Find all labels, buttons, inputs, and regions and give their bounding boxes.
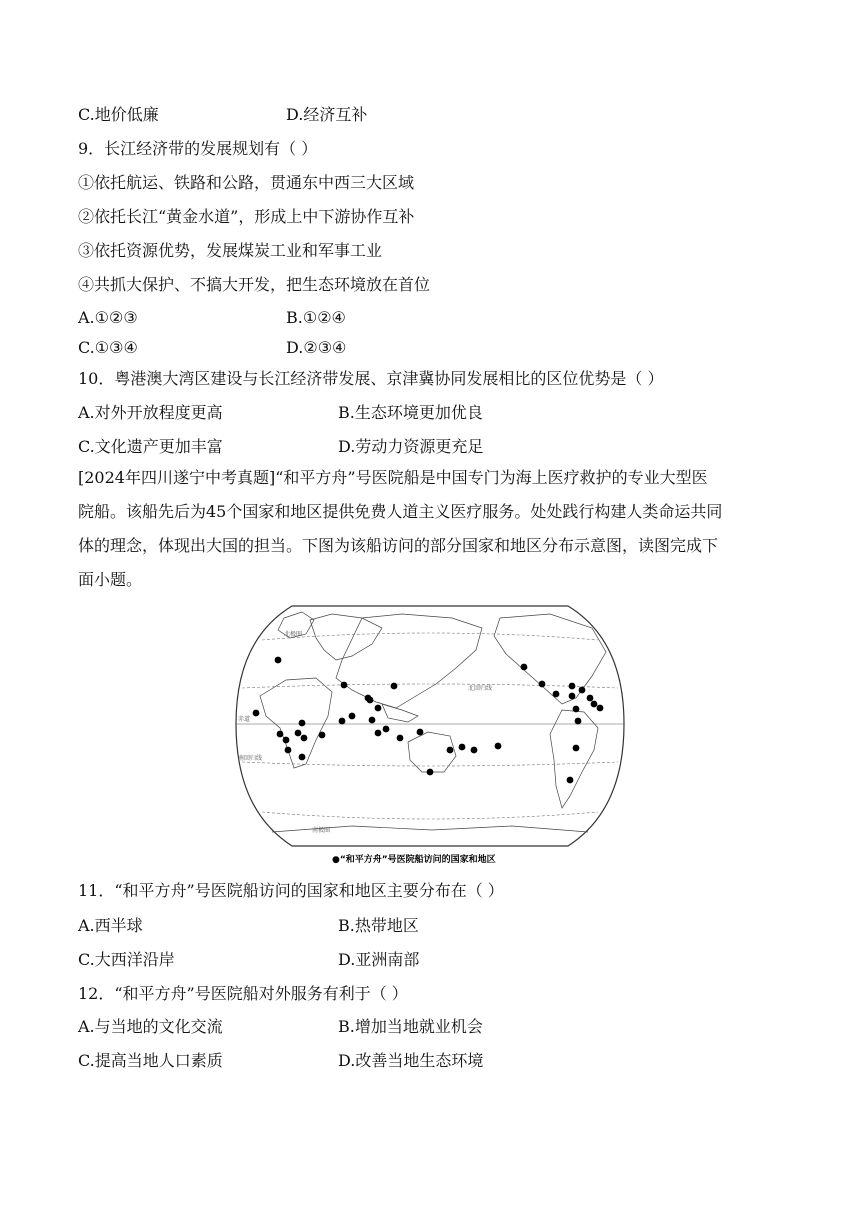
visited-point — [375, 730, 382, 737]
visited-point — [597, 705, 604, 712]
visited-point — [567, 777, 574, 784]
visited-point — [369, 717, 376, 724]
visited-point — [383, 726, 390, 733]
visited-point — [495, 743, 502, 750]
q10-option-d: D.劳动力资源更充足 — [338, 437, 484, 456]
q9-option-b: B.①②④ — [286, 308, 346, 327]
q10-option-c: C.文化遗产更加丰富 — [78, 437, 223, 456]
visited-point — [295, 730, 302, 737]
visited-point — [459, 744, 466, 751]
visited-point — [375, 705, 382, 712]
q9-item-2: ②依托长江“黄金水道”，形成上中下游协作互补 — [78, 207, 415, 226]
q11-option-d: D.亚洲南部 — [338, 950, 420, 969]
material-line-2: 院船。该船先后为45个国家和地区提供免费人道主义医疗服务。处处践行构建人类命运共同 — [78, 502, 723, 521]
label-tropic-of-cancer: 北回归线 — [468, 685, 493, 692]
visited-point — [539, 681, 546, 688]
q9-option-c: C.①③④ — [78, 338, 138, 357]
q12-option-d: D.改善当地生态环境 — [338, 1051, 484, 1070]
visited-point — [573, 706, 580, 713]
q10-stem: 10．粤港澳大湾区建设与长江经济带发展、京津冀协同发展相比的区位优势是（ ） — [78, 369, 664, 388]
q11-stem: 11．“和平方舟”号医院船访问的国家和地区主要分布在（ ） — [78, 881, 504, 900]
q9-option-d: D.②③④ — [286, 338, 347, 357]
visited-point — [253, 710, 260, 717]
visited-point — [471, 747, 478, 754]
material-line-1: [2024年四川遂宁中考真题]“和平方舟”号医院船是中国专门为海上医疗救护的专业大型医 — [78, 468, 708, 487]
q9-stem: 9．长江经济带的发展规划有（ ） — [78, 139, 318, 158]
visited-point — [447, 747, 454, 754]
visited-point — [285, 747, 292, 754]
map-legend: ●“和平方舟”号医院船访问的国家和地区 — [332, 855, 496, 865]
label-arctic-circle: 北极圈 — [284, 631, 303, 638]
visited-point — [569, 683, 576, 690]
visited-point — [319, 732, 326, 739]
label-equator: 赤道 — [238, 716, 251, 723]
visited-point — [591, 701, 598, 708]
visited-point — [427, 769, 434, 776]
q10-option-a: A.对外开放程度更高 — [78, 403, 223, 422]
q9-item-3: ③依托资源优势，发展煤炭工业和军事工业 — [78, 241, 383, 260]
q11-option-b: B.热带地区 — [338, 916, 419, 935]
visited-point — [579, 687, 586, 694]
visited-point — [391, 683, 398, 690]
q8-option-c: C.地价低廉 — [78, 105, 159, 124]
visited-point — [341, 682, 348, 689]
visited-point — [275, 657, 282, 664]
label-tropic-of-capricorn: 南回归线 — [238, 755, 263, 762]
visited-point — [417, 729, 424, 736]
visited-point — [277, 731, 284, 738]
visited-point — [349, 713, 356, 720]
q9-item-4: ④共抓大保护、不搞大开发，把生态环境放在首位 — [78, 275, 431, 294]
material-paragraph — [78, 461, 788, 597]
world-map-svg — [232, 600, 628, 868]
visited-point — [587, 695, 594, 702]
visited-point — [569, 693, 576, 700]
visited-point — [521, 664, 528, 671]
visited-point — [573, 745, 580, 752]
visited-point — [397, 735, 404, 742]
visited-point — [301, 735, 308, 742]
visited-point — [365, 695, 372, 702]
q8-option-d: D.经济互补 — [286, 105, 368, 124]
q12-option-a: A.与当地的文化交流 — [78, 1017, 223, 1036]
material-line-3: 体的理念，体现出大国的担当。下图为该船访问的部分国家和地区分布示意图，读图完成下 — [78, 536, 719, 555]
q9-item-1: ①依托航运、铁路和公路，贯通东中西三大区域 — [78, 173, 415, 192]
world-map-figure — [232, 600, 628, 868]
q11-option-a: A.西半球 — [78, 916, 143, 935]
visited-point — [553, 691, 560, 698]
q12-option-c: C.提高当地人口素质 — [78, 1051, 223, 1070]
q10-option-b: B.生态环境更加优良 — [338, 403, 483, 422]
visited-point — [575, 718, 582, 725]
visited-point — [299, 720, 306, 727]
q12-stem: 12．“和平方舟”号医院船对外服务有利于（ ） — [78, 984, 408, 1003]
q11-option-c: C.大西洋沿岸 — [78, 950, 175, 969]
visited-point — [299, 754, 306, 761]
label-antarctic-circle: 南极圈 — [312, 827, 331, 834]
visited-point — [339, 718, 346, 725]
q12-option-b: B.增加当地就业机会 — [338, 1017, 483, 1036]
visited-point — [283, 737, 290, 744]
q9-option-a: A.①②③ — [78, 308, 138, 327]
material-line-4: 面小题。 — [78, 570, 143, 589]
